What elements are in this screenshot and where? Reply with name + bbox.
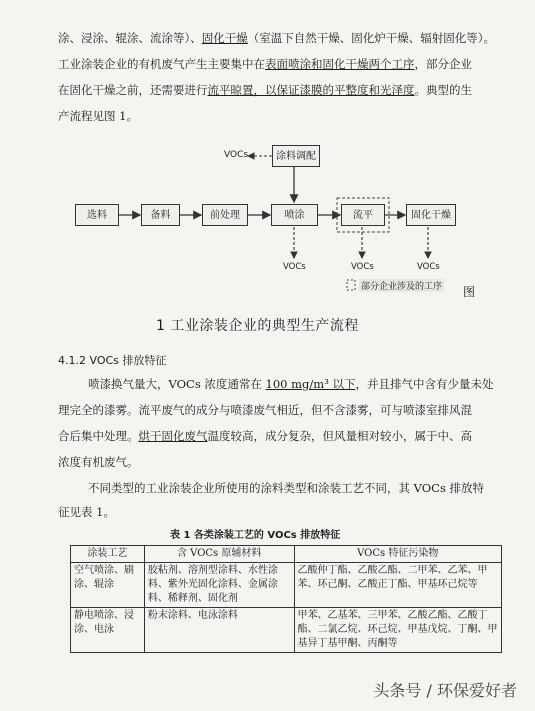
text-span: 不同类型的工业涂装企业所使用的涂料类型和涂装工艺不同，其 VOCs 排放特 [88, 481, 485, 495]
step-box-5: 流平 [341, 204, 385, 226]
text-span: 产流程见图 1。 [58, 109, 138, 123]
paragraph-2-line-4 [58, 454, 498, 470]
table-caption: 表 1 各类涂装工艺的 VOCs 排放特征 [170, 530, 341, 541]
table-cell-materials: 胶粘剂、溶剂型涂料、水性涂料、紫外光固化涂料、金属涂料、稀释剂、固化剂 [144, 563, 294, 608]
legend-suffix: 图 [463, 285, 476, 299]
text-span: 喷漆换气量大，VOCs 浓度通常在 [88, 377, 266, 391]
table-cell-process: 静电喷涂、浸涂、电泳 [71, 608, 145, 653]
text-span: 合后集中处理。 [58, 429, 139, 443]
voc-label: VOCs [417, 262, 440, 272]
paragraph-2-line-2 [58, 402, 498, 418]
table-header: VOCs 特征污染物 [294, 546, 501, 563]
table-header: 涂装工艺 [71, 546, 145, 563]
paragraph-2-line-3 [58, 428, 498, 444]
text-span: ，部分企业 [414, 57, 472, 71]
text-span: 浓度有机废气。 [58, 455, 139, 469]
table-row [71, 563, 502, 608]
emission-table [70, 545, 502, 653]
step-box-paint-mixing: 涂料调配 [272, 145, 320, 167]
text-span: 。典型的生 [414, 83, 472, 97]
underlined-text: 固化干燥 [201, 31, 248, 45]
text-span: 在固化干燥之前，还需要进行 [58, 83, 208, 97]
step-box-1: 选料 [75, 204, 119, 226]
voc-label: VOCs [224, 150, 249, 160]
step-box-2: 备料 [141, 204, 180, 226]
legend-swatch [347, 280, 355, 290]
underlined-text: 表面喷涂和固化干燥两个工序 [265, 57, 415, 71]
text-span: 征见表 1。 [58, 505, 115, 519]
table-cell-materials: 粉末涂料、电泳涂料 [144, 608, 294, 653]
text-span: （室温下自然干燥、固化炉干燥、辐射固化等）。 [247, 31, 495, 45]
watermark: 头条号 / 环保爱好者 [373, 681, 517, 700]
table-header-row [71, 546, 502, 563]
underlined-text: 流平晾置，以保证漆膜的平整度和光泽度 [207, 83, 415, 97]
table-cell-pollutants: 乙酸仲丁酯、乙酸乙酯、二甲苯、乙苯、甲苯、环己酮、乙酸正丁酯、甲基环己烷等 [294, 563, 501, 608]
underlined-text: 100 mg/m³ 以下 [265, 377, 356, 391]
table-row [71, 608, 502, 653]
paragraph-3-line-2 [58, 504, 498, 520]
step-box-4: 喷涂 [271, 204, 318, 226]
legend-text: 部分企业涉及的工序 [359, 279, 444, 292]
voc-label: VOCs [283, 262, 306, 272]
underlined-text: 烘干固化废气 [138, 429, 208, 443]
paragraph-3-line-1 [88, 480, 503, 496]
step-box-6: 固化干燥 [406, 204, 456, 226]
step-box-3: 前处理 [202, 204, 248, 226]
table-cell-process: 空气喷涂、刷涂、辊涂 [71, 563, 145, 608]
voc-label: VOCs [351, 262, 374, 272]
text-span: 理完全的漆雾。流平废气的成分与喷漆废气相近，但不含漆雾，可与喷漆室排风混 [58, 403, 472, 417]
table-header: 含 VOCs 原辅材料 [144, 546, 294, 563]
section-heading: 4.1.2 VOCs 排放特征 [58, 354, 167, 367]
text-span: 工业涂装企业的有机废气产生主要集中在 [58, 57, 265, 71]
table-cell-pollutants: 甲苯、乙基苯、三甲苯、乙酸乙酯、乙酸丁酯、二氯乙烷、环己烷、甲基戊烷、丁酮、甲基异丁基甲酮、丙酮等 [294, 608, 501, 653]
text-span: 温度较高，成分复杂，但风量相对较小，属于中、高 [207, 429, 472, 443]
text-span: ，并且排气中含有少量未处 [355, 377, 494, 391]
text-span: 涂、浸涂、辊涂、流涂等）、 [58, 31, 202, 45]
paragraph-2-line-1 [88, 376, 503, 392]
figure-title: 1 工业涂装企业的典型生产流程 [156, 318, 359, 334]
